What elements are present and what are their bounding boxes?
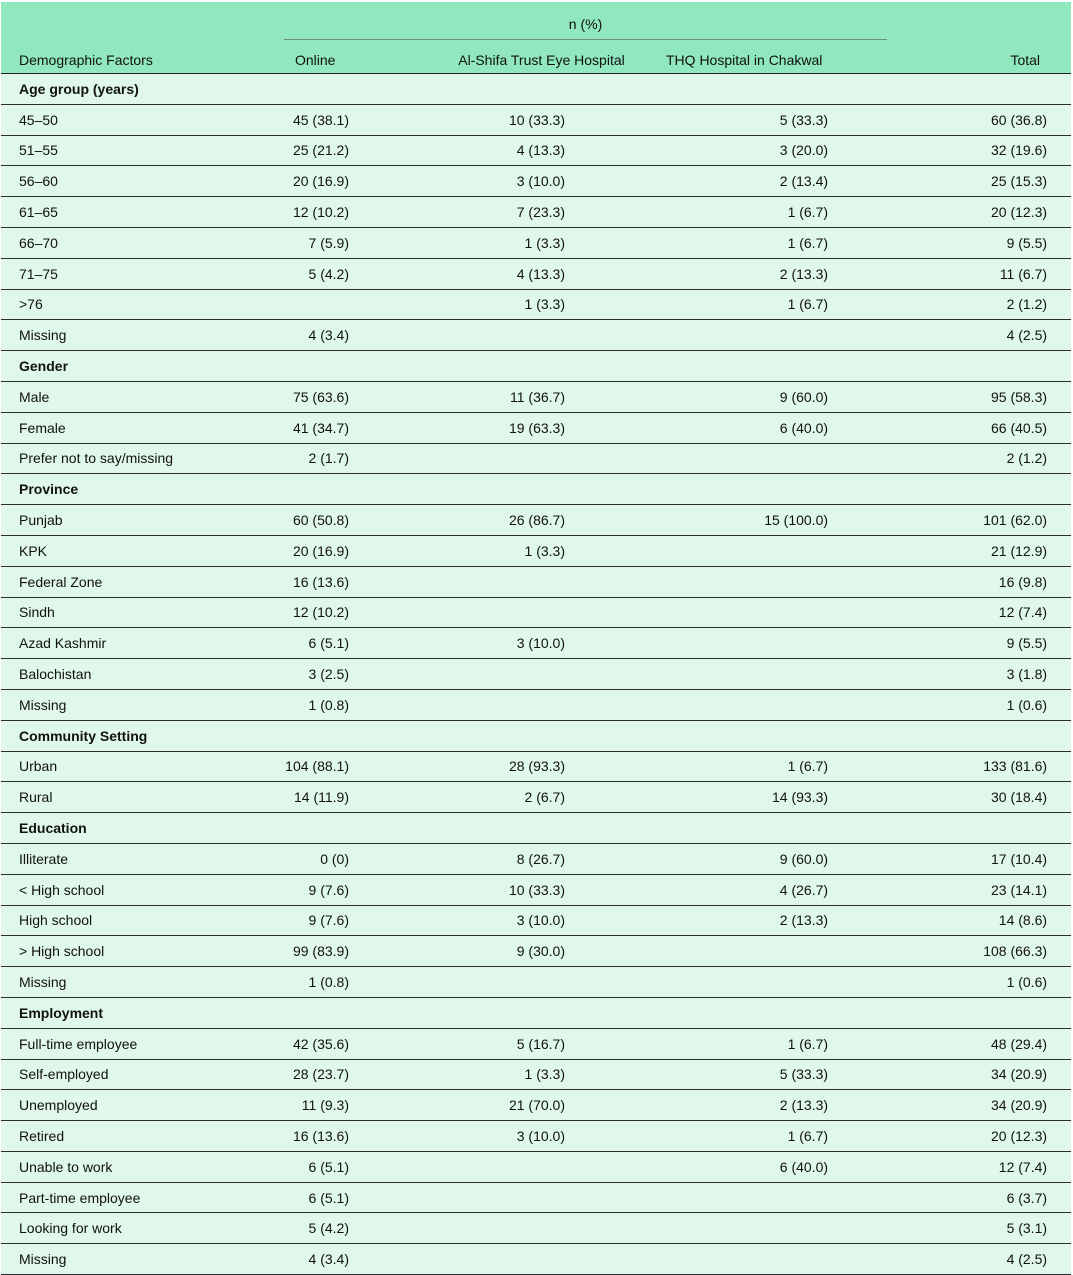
cell-alshifa: 3 (10.0) — [429, 1121, 654, 1152]
cell-alshifa — [429, 1213, 654, 1244]
section-title: Education — [1, 813, 284, 844]
cell-thq: 1 (6.7) — [654, 1028, 887, 1059]
cell-alshifa — [429, 566, 654, 597]
cell-online: 12 (10.2) — [284, 197, 429, 228]
cell-alshifa — [429, 443, 654, 474]
header-demographic-factors: Demographic Factors — [1, 40, 284, 74]
row-label: Unemployed — [1, 1090, 284, 1121]
empty-cell — [284, 74, 429, 105]
cell-total: 5 (3.1) — [887, 1213, 1071, 1244]
cell-alshifa: 9 (30.0) — [429, 936, 654, 967]
empty-cell — [654, 997, 887, 1028]
cell-alshifa: 10 (33.3) — [429, 874, 654, 905]
cell-thq — [654, 1213, 887, 1244]
cell-alshifa: 2 (6.7) — [429, 782, 654, 813]
table-row — [1, 1059, 1071, 1090]
cell-online: 16 (13.6) — [284, 566, 429, 597]
cell-online: 9 (7.6) — [284, 874, 429, 905]
empty-cell — [887, 74, 1071, 105]
table-row — [1, 566, 1071, 597]
section-header-row — [1, 997, 1071, 1028]
cell-total: 12 (7.4) — [887, 597, 1071, 628]
empty-cell — [429, 351, 654, 382]
cell-online — [284, 289, 429, 320]
header-spacer — [1, 2, 284, 40]
cell-total: 17 (10.4) — [887, 843, 1071, 874]
cell-thq — [654, 597, 887, 628]
cell-total: 21 (12.9) — [887, 535, 1071, 566]
row-label: Missing — [1, 320, 284, 351]
cell-online: 28 (23.7) — [284, 1059, 429, 1090]
cell-thq — [654, 1244, 887, 1275]
cell-total: 32 (19.6) — [887, 135, 1071, 166]
row-label: High school — [1, 905, 284, 936]
row-label: Urban — [1, 751, 284, 782]
empty-cell — [887, 813, 1071, 844]
header-total: Total — [887, 40, 1071, 74]
empty-cell — [429, 813, 654, 844]
row-label: Azad Kashmir — [1, 628, 284, 659]
cell-alshifa — [429, 689, 654, 720]
cell-online: 4 (3.4) — [284, 320, 429, 351]
cell-online: 41 (34.7) — [284, 412, 429, 443]
cell-total: 9 (5.5) — [887, 227, 1071, 258]
cell-online: 2 (1.7) — [284, 443, 429, 474]
cell-online: 6 (5.1) — [284, 628, 429, 659]
header-group-label: n (%) — [284, 2, 887, 40]
cell-thq: 1 (6.7) — [654, 197, 887, 228]
empty-cell — [284, 474, 429, 505]
cell-online: 16 (13.6) — [284, 1121, 429, 1152]
row-label: 51–55 — [1, 135, 284, 166]
empty-cell — [887, 997, 1071, 1028]
empty-cell — [284, 813, 429, 844]
cell-thq: 6 (40.0) — [654, 412, 887, 443]
header-alshifa: Al-Shifa Trust Eye Hospital — [429, 40, 654, 74]
table-row — [1, 967, 1071, 998]
table-row — [1, 381, 1071, 412]
cell-online: 12 (10.2) — [284, 597, 429, 628]
cell-total: 20 (12.3) — [887, 1121, 1071, 1152]
row-label: >76 — [1, 289, 284, 320]
cell-total: 34 (20.9) — [887, 1090, 1071, 1121]
header-online: Online — [284, 40, 429, 74]
cell-total: 6 (3.7) — [887, 1182, 1071, 1213]
table-row — [1, 597, 1071, 628]
row-label: Balochistan — [1, 659, 284, 690]
section-header-row — [1, 474, 1071, 505]
cell-total: 108 (66.3) — [887, 936, 1071, 967]
table-row — [1, 505, 1071, 536]
cell-total: 9 (5.5) — [887, 628, 1071, 659]
cell-alshifa: 19 (63.3) — [429, 412, 654, 443]
cell-alshifa: 5 (16.7) — [429, 1028, 654, 1059]
cell-alshifa — [429, 1244, 654, 1275]
table-row — [1, 843, 1071, 874]
cell-online: 6 (5.1) — [284, 1151, 429, 1182]
row-label: Missing — [1, 967, 284, 998]
cell-alshifa: 4 (13.3) — [429, 135, 654, 166]
row-label: 45–50 — [1, 104, 284, 135]
table-row — [1, 689, 1071, 720]
empty-cell — [429, 997, 654, 1028]
cell-alshifa: 11 (36.7) — [429, 381, 654, 412]
cell-online: 14 (11.9) — [284, 782, 429, 813]
table-row — [1, 227, 1071, 258]
row-label: Sindh — [1, 597, 284, 628]
cell-alshifa — [429, 1151, 654, 1182]
cell-alshifa: 4 (13.3) — [429, 258, 654, 289]
table-row — [1, 905, 1071, 936]
header-thq: THQ Hospital in Chakwal — [654, 40, 887, 74]
cell-thq — [654, 689, 887, 720]
cell-thq: 3 (20.0) — [654, 135, 887, 166]
section-header-row — [1, 351, 1071, 382]
row-label: > High school — [1, 936, 284, 967]
cell-thq: 2 (13.3) — [654, 1090, 887, 1121]
empty-cell — [429, 74, 654, 105]
empty-cell — [654, 813, 887, 844]
row-label: Full-time employee — [1, 1028, 284, 1059]
section-title: Community Setting — [1, 720, 284, 751]
row-label: 56–60 — [1, 166, 284, 197]
cell-thq: 9 (60.0) — [654, 381, 887, 412]
cell-online: 3 (2.5) — [284, 659, 429, 690]
cell-online: 1 (0.8) — [284, 967, 429, 998]
table-row — [1, 104, 1071, 135]
cell-online: 11 (9.3) — [284, 1090, 429, 1121]
cell-online: 0 (0) — [284, 843, 429, 874]
table-header — [1, 2, 1071, 74]
cell-alshifa: 21 (70.0) — [429, 1090, 654, 1121]
cell-thq — [654, 1182, 887, 1213]
cell-thq: 14 (93.3) — [654, 782, 887, 813]
empty-cell — [284, 720, 429, 751]
cell-thq: 2 (13.3) — [654, 258, 887, 289]
table-row — [1, 1182, 1071, 1213]
cell-alshifa: 1 (3.3) — [429, 289, 654, 320]
empty-cell — [284, 351, 429, 382]
cell-thq: 1 (6.7) — [654, 289, 887, 320]
cell-thq: 15 (100.0) — [654, 505, 887, 536]
cell-thq — [654, 628, 887, 659]
row-label: Self-employed — [1, 1059, 284, 1090]
row-label: Retired — [1, 1121, 284, 1152]
row-label: 66–70 — [1, 227, 284, 258]
cell-alshifa: 1 (3.3) — [429, 535, 654, 566]
cell-thq: 5 (33.3) — [654, 1059, 887, 1090]
cell-total: 4 (2.5) — [887, 1244, 1071, 1275]
cell-total: 3 (1.8) — [887, 659, 1071, 690]
cell-alshifa: 3 (10.0) — [429, 628, 654, 659]
row-label: Federal Zone — [1, 566, 284, 597]
cell-online: 6 (5.1) — [284, 1182, 429, 1213]
cell-thq — [654, 443, 887, 474]
row-label: 71–75 — [1, 258, 284, 289]
cell-alshifa — [429, 1182, 654, 1213]
cell-total: 11 (6.7) — [887, 258, 1071, 289]
table-row — [1, 659, 1071, 690]
cell-thq — [654, 535, 887, 566]
cell-alshifa: 1 (3.3) — [429, 227, 654, 258]
cell-online: 4 (3.4) — [284, 1244, 429, 1275]
row-label: Rural — [1, 782, 284, 813]
empty-cell — [654, 351, 887, 382]
cell-alshifa: 10 (33.3) — [429, 104, 654, 135]
cell-thq: 1 (6.7) — [654, 1121, 887, 1152]
table-row — [1, 874, 1071, 905]
cell-thq: 5 (33.3) — [654, 104, 887, 135]
section-header-row — [1, 720, 1071, 751]
cell-thq — [654, 320, 887, 351]
row-label: Female — [1, 412, 284, 443]
cell-alshifa: 7 (23.3) — [429, 197, 654, 228]
cell-alshifa — [429, 597, 654, 628]
row-label: Unable to work — [1, 1151, 284, 1182]
cell-thq: 2 (13.4) — [654, 166, 887, 197]
section-title: Age group (years) — [1, 74, 284, 105]
cell-total: 25 (15.3) — [887, 166, 1071, 197]
table-row — [1, 258, 1071, 289]
table-row — [1, 1090, 1071, 1121]
cell-online: 75 (63.6) — [284, 381, 429, 412]
cell-online: 20 (16.9) — [284, 535, 429, 566]
table-row — [1, 135, 1071, 166]
table-row — [1, 320, 1071, 351]
cell-online: 99 (83.9) — [284, 936, 429, 967]
table-row — [1, 197, 1071, 228]
table-row — [1, 535, 1071, 566]
cell-total: 34 (20.9) — [887, 1059, 1071, 1090]
section-title: Gender — [1, 351, 284, 382]
table-row — [1, 782, 1071, 813]
cell-total: 95 (58.3) — [887, 381, 1071, 412]
cell-alshifa: 8 (26.7) — [429, 843, 654, 874]
cell-online: 104 (88.1) — [284, 751, 429, 782]
cell-online: 7 (5.9) — [284, 227, 429, 258]
cell-total: 101 (62.0) — [887, 505, 1071, 536]
row-label: Missing — [1, 1244, 284, 1275]
cell-total: 30 (18.4) — [887, 782, 1071, 813]
cell-online: 42 (35.6) — [284, 1028, 429, 1059]
cell-online: 5 (4.2) — [284, 1213, 429, 1244]
row-label: Prefer not to say/missing — [1, 443, 284, 474]
table-row — [1, 1028, 1071, 1059]
cell-thq — [654, 936, 887, 967]
cell-online: 25 (21.2) — [284, 135, 429, 166]
cell-total: 20 (12.3) — [887, 197, 1071, 228]
cell-thq — [654, 659, 887, 690]
section-title: Employment — [1, 997, 284, 1028]
row-label: 61–65 — [1, 197, 284, 228]
row-label: Illiterate — [1, 843, 284, 874]
row-label: Punjab — [1, 505, 284, 536]
cell-total: 16 (9.8) — [887, 566, 1071, 597]
empty-cell — [429, 720, 654, 751]
section-title: Province — [1, 474, 284, 505]
cell-thq: 2 (13.3) — [654, 905, 887, 936]
empty-cell — [429, 474, 654, 505]
cell-thq: 6 (40.0) — [654, 1151, 887, 1182]
row-label: < High school — [1, 874, 284, 905]
table-row — [1, 289, 1071, 320]
cell-online: 9 (7.6) — [284, 905, 429, 936]
cell-alshifa — [429, 659, 654, 690]
table-row — [1, 1121, 1071, 1152]
cell-thq — [654, 566, 887, 597]
empty-cell — [284, 997, 429, 1028]
cell-total: 1 (0.6) — [887, 967, 1071, 998]
cell-thq: 1 (6.7) — [654, 227, 887, 258]
section-header-row — [1, 74, 1071, 105]
empty-cell — [654, 74, 887, 105]
cell-total: 23 (14.1) — [887, 874, 1071, 905]
table-row — [1, 936, 1071, 967]
row-label: Missing — [1, 689, 284, 720]
empty-cell — [887, 474, 1071, 505]
section-header-row — [1, 813, 1071, 844]
cell-online: 60 (50.8) — [284, 505, 429, 536]
demographics-table — [1, 2, 1071, 1275]
cell-total: 12 (7.4) — [887, 1151, 1071, 1182]
table-row — [1, 751, 1071, 782]
table-row — [1, 443, 1071, 474]
empty-cell — [887, 351, 1071, 382]
cell-thq — [654, 967, 887, 998]
cell-alshifa: 28 (93.3) — [429, 751, 654, 782]
row-label: KPK — [1, 535, 284, 566]
cell-total: 2 (1.2) — [887, 443, 1071, 474]
table-row — [1, 1151, 1071, 1182]
empty-cell — [654, 720, 887, 751]
cell-alshifa: 3 (10.0) — [429, 166, 654, 197]
cell-total: 1 (0.6) — [887, 689, 1071, 720]
cell-alshifa — [429, 967, 654, 998]
cell-online: 5 (4.2) — [284, 258, 429, 289]
cell-total: 2 (1.2) — [887, 289, 1071, 320]
cell-online: 20 (16.9) — [284, 166, 429, 197]
cell-thq: 9 (60.0) — [654, 843, 887, 874]
cell-total: 66 (40.5) — [887, 412, 1071, 443]
table-row — [1, 1213, 1071, 1244]
cell-thq: 4 (26.7) — [654, 874, 887, 905]
cell-online: 1 (0.8) — [284, 689, 429, 720]
cell-total: 4 (2.5) — [887, 320, 1071, 351]
empty-cell — [887, 720, 1071, 751]
cell-total: 133 (81.6) — [887, 751, 1071, 782]
row-label: Looking for work — [1, 1213, 284, 1244]
table-row — [1, 1244, 1071, 1275]
table-body — [1, 74, 1071, 1275]
table-row — [1, 412, 1071, 443]
row-label: Part-time employee — [1, 1182, 284, 1213]
cell-thq: 1 (6.7) — [654, 751, 887, 782]
cell-total: 48 (29.4) — [887, 1028, 1071, 1059]
empty-cell — [654, 474, 887, 505]
cell-total: 60 (36.8) — [887, 104, 1071, 135]
table-row — [1, 628, 1071, 659]
table-row — [1, 166, 1071, 197]
cell-online: 45 (38.1) — [284, 104, 429, 135]
cell-alshifa: 3 (10.0) — [429, 905, 654, 936]
cell-alshifa: 26 (86.7) — [429, 505, 654, 536]
cell-alshifa: 1 (3.3) — [429, 1059, 654, 1090]
cell-total: 14 (8.6) — [887, 905, 1071, 936]
header-spacer — [887, 2, 1071, 40]
cell-alshifa — [429, 320, 654, 351]
row-label: Male — [1, 381, 284, 412]
